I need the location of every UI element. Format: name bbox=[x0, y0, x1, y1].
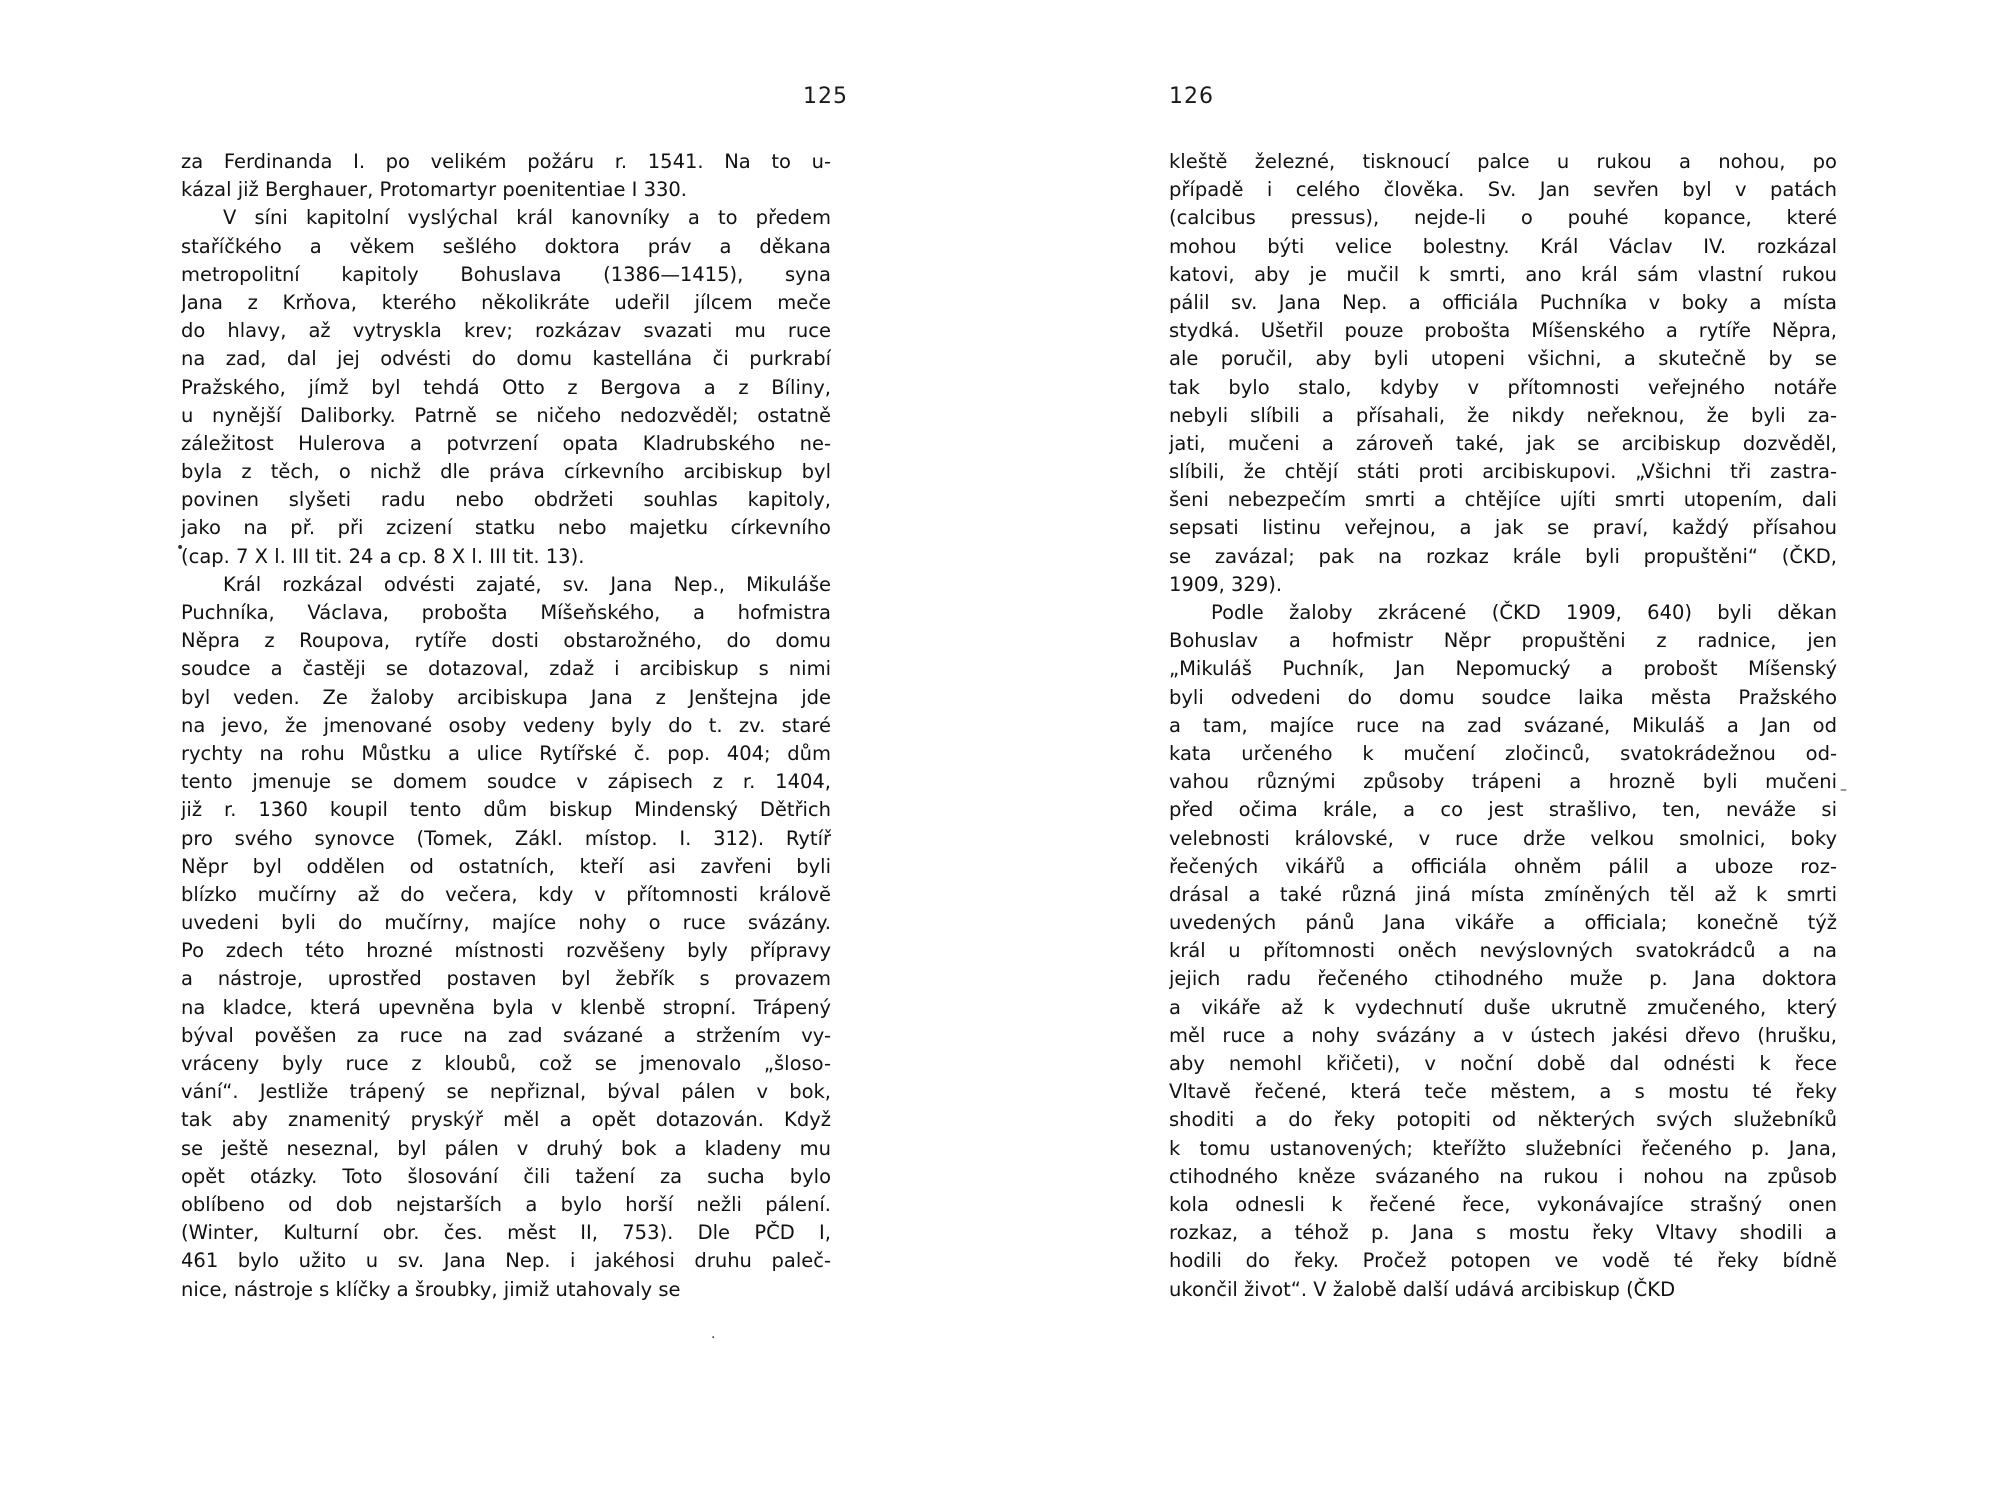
text-line: Podle žaloby zkrácené (ČKD 1909, 640) byli děkan bbox=[1211, 601, 1837, 624]
text-line: vahou různými způsoby trápeni a hrozně byli mučeni bbox=[1169, 770, 1837, 794]
text-line: kata určeného k mučení zločinců, svatokrádežnou od- bbox=[1169, 741, 1837, 765]
text-line: Puchníka, Václava, proboštа Míšeňského, a hofmistra bbox=[181, 601, 831, 624]
text-line: býval pověšen za ruce na zad svázané a stržením vy- bbox=[181, 1023, 831, 1047]
text-line: byli odvedeni do domu soudce laika města Pražského bbox=[1169, 685, 1837, 709]
text-block bbox=[1169, 148, 1837, 1304]
page-number: 126 bbox=[1169, 84, 1214, 109]
text-line: vráceny byly ruce z kloubů, což se jmenovalo „šloso- bbox=[181, 1052, 831, 1075]
text-line: na kladce, která upevněna byla v klenbě stropní. Trápený bbox=[181, 995, 831, 1019]
text-line: velebnosti královské, v ruce drže velkou smolnici, boky bbox=[1169, 826, 1837, 850]
text-line: blízko mučírny až do večera, kdy v přítomnosti královĕ bbox=[181, 882, 831, 906]
text-line: a tam, majíce ruce na zad svázané, Mikuláš a Jan od bbox=[1169, 713, 1837, 737]
text-line: měl ruce a nohy svázány a v ústech jakési dřevo (hrušku, bbox=[1169, 1023, 1837, 1047]
text-line: král u přítomnosti oněch nevýslovných svatokrádců a na bbox=[1169, 939, 1837, 963]
text-line: za Ferdinanda I. po velikém požáru r. 1541. Na to u- bbox=[181, 150, 831, 173]
text-line: vání“. Jestliže trápený se nepřiznal, býval pálen v bok, bbox=[181, 1080, 831, 1104]
text-line: stydká. Ušetřil pouze probošta Míšenského a rytíře Něpra, bbox=[1169, 319, 1837, 343]
text-line: k tomu ustanovených; kteřížto služebníci řečeného p. Jana, bbox=[1169, 1136, 1837, 1160]
text-line: staříčkého a věkem sešlého doktora práv a děkana bbox=[181, 234, 831, 258]
text-line: tento jmenuje se domem soudce v zápisech z r. 1404, bbox=[181, 770, 831, 794]
text-line: a vikáře až k vydechnutí duše ukrutně zmučeného, který bbox=[1169, 995, 1837, 1019]
text-line: katovi, aby je mučil k smrti, ano král sám vlastní rukou bbox=[1169, 262, 1837, 286]
text-line: Pražského, jímž byl tehdá Otto z Bergova a z Bíliny, bbox=[181, 375, 831, 399]
text-line: řečených vikářů a officiála ohněm pálil a uboze roz- bbox=[1169, 854, 1837, 878]
text-line: uvedených pánů Jana vikáře a officiala; konečně týž bbox=[1169, 911, 1837, 935]
text-line: metropolitní kapitoly Bohuslava (1386—1415), syna bbox=[181, 262, 831, 286]
text-line: ukončil život“. V žalobě další udává arcibiskup (ČKD bbox=[1169, 1277, 1676, 1301]
text-line: povinen slyšeti radu nebo obdržeti souhlas kapitoly, bbox=[181, 488, 831, 512]
text-line: V síni kapitolní vyslýchal král kanovníky a to předem bbox=[223, 206, 831, 230]
text-line: kázal již Berghauer, Protomartyr poenitentiae I 330. bbox=[181, 178, 688, 202]
text-line: se zavázal; pak na rozkaz krále byli propuštěni“ (ČKD, bbox=[1169, 544, 1837, 568]
text-line: byla z těch, o nichž dle práva církevního arcibiskup byl bbox=[181, 460, 831, 484]
text-line: Něpra z Roupova, rytíře dosti obstarožného, do domu bbox=[181, 629, 831, 653]
margin-mark: – bbox=[1840, 782, 1847, 798]
text-line: ctihodného kněze svázaného na rukou i nohou na způsob bbox=[1169, 1164, 1837, 1188]
text-line: šeni nebezpečím smrti a chtějíce ujíti smrti utopením, dali bbox=[1169, 488, 1837, 512]
text-line: mohou býti velice bolestny. Král Václav IV. rozkázal bbox=[1169, 234, 1837, 258]
text-line: na jevo, že jmenované osoby vedeny byly do t. zv. staré bbox=[181, 713, 831, 737]
text-line: kleště železné, tisknoucí palce u rukou a nohou, po bbox=[1169, 150, 1837, 173]
text-line: Po zdech této hrozné místnosti rozvěšeny byly přípravy bbox=[181, 939, 831, 963]
text-line: a nástroje, uprostřed postaven byl žebřík s provazem bbox=[181, 967, 831, 991]
text-line: (calcibus pressus), nejde-li o pouhé kopance, které bbox=[1169, 206, 1837, 230]
text-line: rychty na rohu Můstku a ulice Rytířské č. pop. 404; dům bbox=[181, 741, 831, 765]
text-line: aby nemohl křičeti), v noční době dal odnésti k řece bbox=[1169, 1052, 1837, 1075]
text-line: rozkaz, a téhož p. Jana s mostu řeky Vltavy shodili a bbox=[1169, 1221, 1837, 1245]
text-line: Vltavě řečené, která teče městem, a s mostu té řeky bbox=[1169, 1080, 1837, 1104]
text-line: Něpr byl oddělen od ostatních, kteří asi zavřeni byli bbox=[181, 854, 831, 878]
margin-mark: · bbox=[711, 1330, 716, 1346]
text-line: tak bylo stalo, kdyby v přítomnosti veřejného notáře bbox=[1169, 375, 1837, 399]
text-line: Jana z Krňova, kterého několikráte udeřil jílcem meče bbox=[181, 290, 831, 314]
text-line: oblíbeno od dob nejstarších a bylo horší nežli pálení. bbox=[181, 1192, 831, 1216]
text-line: tak aby znamenitý pryskýř měl a opět dotazován. Když bbox=[181, 1108, 831, 1132]
text-line: nebyli slíbili a přísahali, že nikdy neřeknou, že byli za- bbox=[1169, 403, 1837, 427]
text-line: již r. 1360 koupil tento dům biskup Mindenský Dětřich bbox=[181, 798, 831, 822]
text-line: před očima krále, a co jest strašlivo, ten, neváže si bbox=[1169, 798, 1837, 822]
text-line: hodili do řeky. Pročež potopen ve vodě té řeky bídně bbox=[1169, 1249, 1837, 1273]
text-line: uvedeni byli do mučírny, majíce nohy o ruce svázány. bbox=[181, 911, 831, 935]
text-line: ale poručil, aby byli utopeni všichni, a skutečně by se bbox=[1169, 347, 1837, 371]
text-line: soudce a častěji se dotazoval, zdaž i arcibiskup s nimi bbox=[181, 657, 831, 681]
text-line: Bohuslav a hofmistr Něpr propuštěni z radnice, jen bbox=[1169, 629, 1837, 653]
text-line: u nynější Daliborky. Patrně se ničeho nedozvěděl; ostatně bbox=[181, 403, 831, 427]
margin-mark: • bbox=[176, 540, 185, 556]
text-line: (cap. 7 X l. III tit. 24 a cp. 8 X l. III tit. 13). bbox=[181, 544, 585, 568]
text-line: na zad, dal jej odvésti do domu kastellána či purkrabí bbox=[181, 347, 831, 371]
page-number: 125 bbox=[803, 84, 848, 109]
text-line: drásal a také různá jiná místa zmíněných těl až k smrti bbox=[1169, 882, 1837, 906]
text-line: se ještě neseznal, byl pálen v druhý bok a kladeny mu bbox=[181, 1136, 831, 1160]
text-line: jejich radu řečeného ctihodného muže p. Jana doktora bbox=[1169, 967, 1837, 991]
text-line: pro svého synovce (Tomek, Zákl. místop. I. 312). Rytíř bbox=[181, 826, 831, 850]
text-line: záležitost Hulerova a potvrzení opata Kladrubského ne- bbox=[181, 431, 831, 455]
text-line: případě i celého člověka. Sv. Jan sevřen byl v patách bbox=[1169, 178, 1837, 202]
text-line: „Mikuláš Puchník, Jan Nepomucký a probošt Míšenský bbox=[1169, 657, 1837, 681]
text-line: do hlavy, až vytryskla krev; rozkázav svazati mu ruce bbox=[181, 319, 831, 343]
text-line: (Winter, Kulturní obr. čes. měst II, 753). Dle PČD I, bbox=[181, 1221, 831, 1245]
text-line: jati, mučeni a zároveň také, jak se arcibiskup dozvěděl, bbox=[1169, 431, 1837, 455]
text-line: 1909, 329). bbox=[1169, 572, 1283, 596]
text-line: byl veden. Ze žaloby arcibiskupa Jana z Jenštejna jde bbox=[181, 685, 831, 709]
text-line: 461 bylo užito u sv. Jana Nep. i jakéhosi druhu paleč- bbox=[181, 1249, 831, 1273]
text-line: Král rozkázal odvésti zajaté, sv. Jana Nep., Mikuláše bbox=[223, 572, 831, 596]
text-line: jako na př. při zcizení statku nebo majetku církevního bbox=[181, 516, 831, 540]
text-line: shoditi a do řeky potopiti od některých svých služebníků bbox=[1169, 1108, 1837, 1132]
text-line: slíbili, že chtějí státi proti arcibiskupovi. „Všichni tři zastra- bbox=[1169, 460, 1837, 484]
right-page bbox=[999, 0, 1998, 1501]
text-line: pálil sv. Jana Nep. a officiála Puchníka v boky a místa bbox=[1169, 290, 1837, 314]
text-line: nice, nástroje s klíčky a šroubky, jimiž utahovaly se bbox=[181, 1277, 681, 1301]
text-line: sepsati listinu veřejnou, a jak se praví, každý přísahou bbox=[1169, 516, 1837, 540]
text-line: opět otázky. Toto šlosování čili tažení za sucha bylo bbox=[181, 1164, 831, 1188]
text-line: kola odnesli k řečené řece, vykonávajíce strašný onen bbox=[1169, 1192, 1837, 1216]
text-block bbox=[181, 148, 831, 1304]
